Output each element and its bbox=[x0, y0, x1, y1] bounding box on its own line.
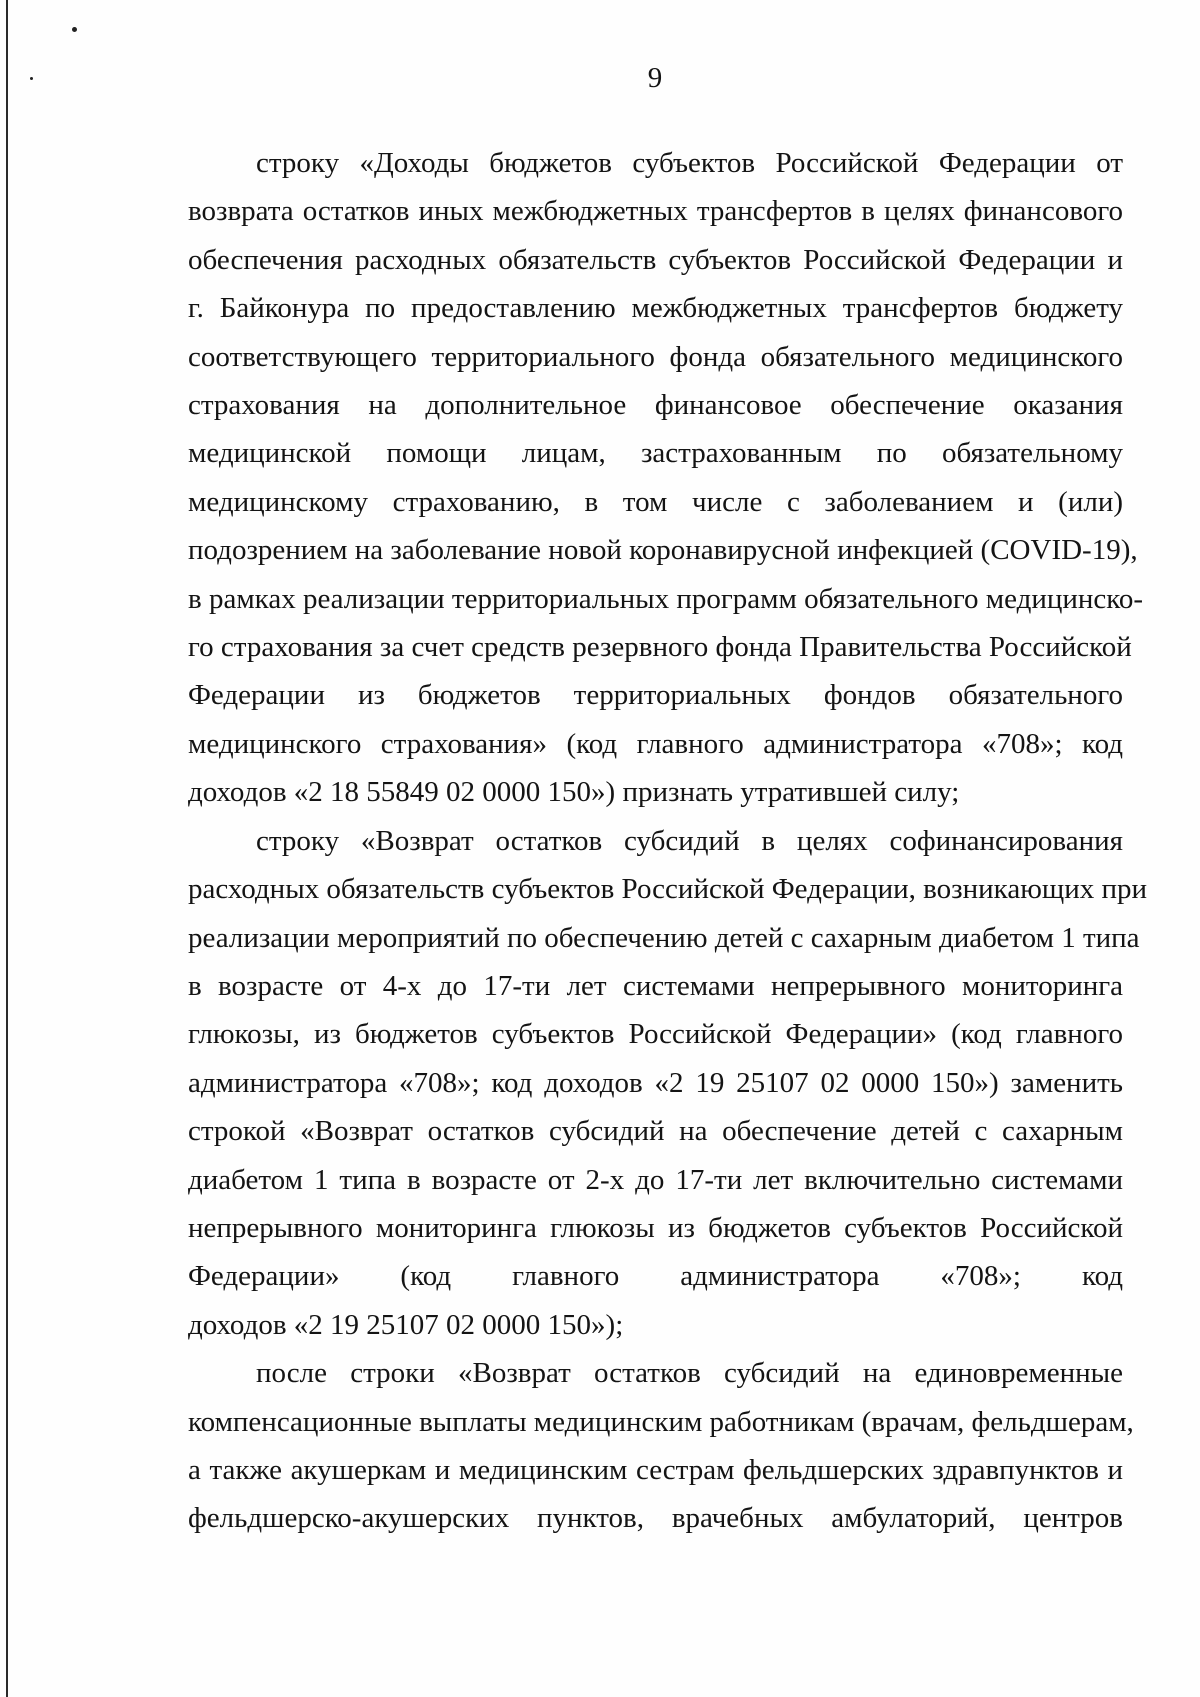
text-line: в возрасте от 4-х до 17-ти лет системами непрерывного мониторинга bbox=[188, 969, 1123, 1002]
text-line: после строки «Возврат остатков субсидий на единовременные bbox=[256, 1357, 1123, 1390]
text-line: медицинскому страхованию, в том числе с заболеванием и (или) bbox=[188, 485, 1123, 518]
text-line: соответствующего территориального фонда обязательного медицинского bbox=[188, 340, 1123, 373]
paragraph bbox=[188, 817, 1147, 1349]
page-number: 9 bbox=[647, 62, 663, 94]
text-line: го страхования за счет средств резервного фонда Правительства Российской bbox=[188, 631, 1132, 664]
text-line: строкой «Возврат остатков субсидий на обеспечение детей с сахарным bbox=[188, 1115, 1123, 1148]
text-line: обеспечения расходных обязательств субъектов Российской Федерации и bbox=[188, 243, 1123, 276]
paragraph bbox=[188, 1349, 1134, 1543]
text-line: Федерации из бюджетов территориальных фондов обязательного bbox=[188, 679, 1123, 712]
text-line: страхования на дополнительное финансовое обеспечение оказания bbox=[188, 389, 1123, 422]
text-line: возврата остатков иных межбюджетных трансфертов в целях финансового bbox=[188, 195, 1123, 228]
text-line: строку «Возврат остатков субсидий в целях софинансирования bbox=[256, 824, 1123, 857]
text-line: в рамках реализации территориальных программ обязательного медицинско- bbox=[188, 582, 1144, 615]
text-line: доходов «2 18 55849 02 0000 150») признать утратившей силу; bbox=[188, 776, 960, 809]
text-line: г. Байконура по предоставлению межбюджетных трансфертов бюджету bbox=[188, 292, 1123, 325]
text-line: подозрением на заболевание новой коронавирусной инфекцией (COVID-19), bbox=[188, 534, 1138, 567]
text-line: реализации мероприятий по обеспечению детей с сахарным диабетом 1 типа bbox=[188, 921, 1140, 954]
text-line: фельдшерско-акушерских пунктов, врачебных амбулаторий, центров bbox=[188, 1502, 1123, 1535]
text-line: непрерывного мониторинга глюкозы из бюджетов субъектов Российской bbox=[188, 1211, 1123, 1244]
document-body bbox=[188, 139, 1147, 1543]
text-line: медицинского страхования» (код главного администратора «708»; код bbox=[188, 727, 1123, 760]
text-line: администратора «708»; код доходов «2 19 25107 02 0000 150») заменить bbox=[188, 1066, 1123, 1099]
text-line: расходных обязательств субъектов Российской Федерации, возникающих при bbox=[188, 873, 1147, 906]
text-line: доходов «2 19 25107 02 0000 150»); bbox=[188, 1308, 624, 1341]
text-line: а также акушеркам и медицинским сестрам фельдшерских здравпунктов и bbox=[188, 1453, 1123, 1486]
text-line: диабетом 1 типа в возрасте от 2-х до 17-ти лет включительно системами bbox=[188, 1163, 1123, 1196]
text-line: глюкозы, из бюджетов субъектов Российской Федерации» (код главного bbox=[188, 1018, 1123, 1051]
scan-speck bbox=[72, 27, 77, 32]
page-edge-line bbox=[6, 0, 8, 1697]
text-line: строку «Доходы бюджетов субъектов Российской Федерации от bbox=[256, 147, 1123, 179]
text-line: медицинской помощи лицам, застрахованным по обязательному bbox=[188, 437, 1123, 470]
text-line: компенсационные выплаты медицинским работникам (врачам, фельдшерам, bbox=[188, 1405, 1134, 1438]
text-line: Федерации» (код главного администратора «708»; код bbox=[188, 1260, 1123, 1293]
paragraph bbox=[188, 139, 1144, 817]
